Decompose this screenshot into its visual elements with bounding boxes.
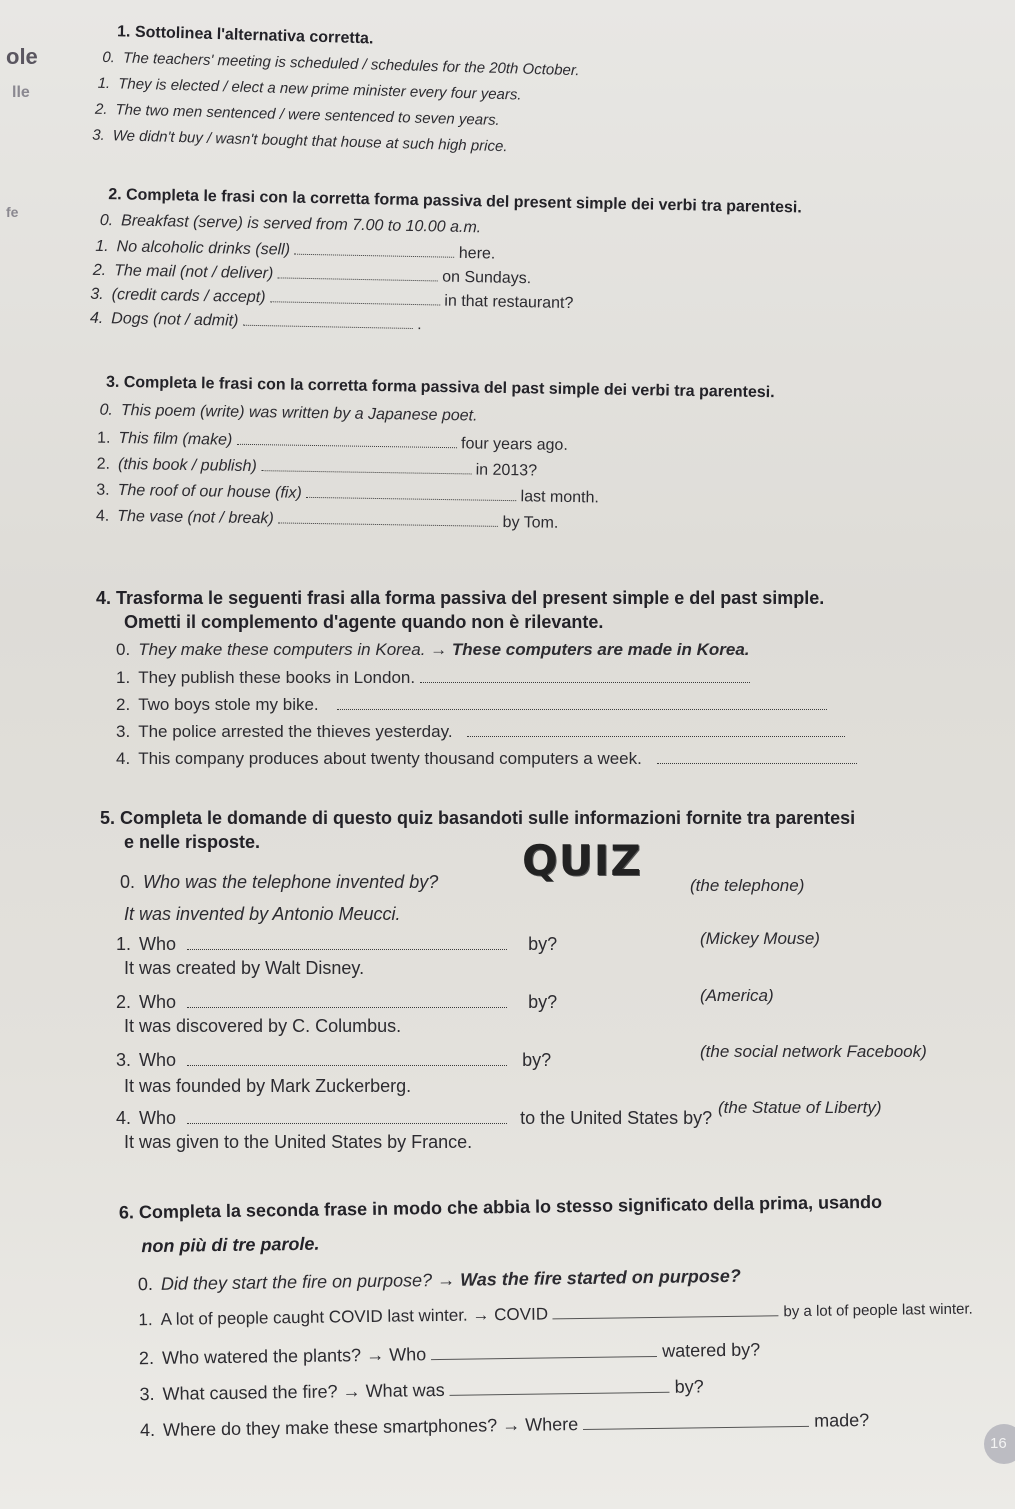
list-item: [95, 236, 495, 264]
list-item: [102, 49, 580, 79]
item-text[interactable]: The teachers' meeting is scheduled / schedules for the 20th October.: [122, 49, 580, 80]
item-text: What caused the fire?: [162, 1381, 338, 1404]
list-item: [90, 308, 422, 334]
item-number: 1.: [95, 237, 109, 256]
item-text: Two boys stole my bike.: [138, 695, 319, 714]
item-text[interactable]: We didn't buy / wasn't bought that house at such high price.: [112, 127, 508, 156]
page-number: 16: [984, 1424, 1015, 1464]
item-text: Did they start the fire on purpose?: [160, 1270, 433, 1294]
item-hint: (the telephone): [690, 876, 805, 895]
answer-blank[interactable]: [187, 1051, 507, 1066]
exercise-1-heading: 1. Sottolinea l'alternativa corretta.: [116, 23, 374, 48]
item-prompt: The roof of our house (fix): [117, 481, 302, 502]
example-item: [116, 640, 750, 660]
exercise-5-subheading: e nelle risposte.: [124, 832, 261, 852]
list-item: [96, 480, 599, 508]
item-text: They publish these books in London.: [138, 668, 416, 687]
list-item: [95, 101, 500, 129]
list-item: [116, 695, 827, 715]
item-number: 2.: [116, 992, 132, 1012]
arrow-icon: →: [472, 1305, 490, 1325]
item-end: four years ago.: [460, 435, 568, 454]
item-number: 2.: [92, 261, 107, 280]
exercise-3-heading: 3. Completa le frasi con la corretta forma passiva del past simple dei verbi tra parentesi.: [105, 373, 775, 402]
item-end: by?: [674, 1376, 704, 1397]
item-start: What was: [365, 1379, 445, 1402]
item-question: Who was the telephone invented by?: [143, 872, 439, 892]
list-item: [97, 428, 568, 455]
item-answer: It was invented by Antonio Meucci.: [124, 904, 401, 924]
item-number: 3.: [116, 1050, 132, 1070]
item-answer: It was founded by Mark Zuckerberg.: [124, 1076, 412, 1096]
item-answer: These computers are made in Korea.: [451, 640, 750, 659]
list-item: [139, 1340, 761, 1370]
answer-blank[interactable]: [583, 1412, 809, 1430]
item-number: 4.: [95, 507, 110, 525]
item-text: A lot of people caught COVID last winter.: [160, 1305, 468, 1329]
answer-blank[interactable]: [187, 1109, 507, 1124]
item-text: Where do they make these smartphones?: [162, 1415, 498, 1440]
item-text[interactable]: They is elected / elect a new prime minister every four years.: [117, 75, 522, 104]
item-text: This poem (write) was written by a Japanese poet.: [120, 401, 478, 425]
item-end: by?: [522, 1050, 552, 1070]
item-answer: It was created by Walt Disney.: [124, 958, 365, 978]
item-prompt: (credit cards / accept): [111, 286, 266, 307]
margin-tab-top: ole: [6, 44, 38, 69]
list-item: [92, 127, 508, 156]
arrow-icon: →: [430, 640, 448, 659]
answer-blank[interactable]: [431, 1342, 657, 1360]
item-end: in 2013?: [475, 461, 538, 480]
item-who: Who: [139, 1050, 177, 1070]
answer-blank[interactable]: [187, 935, 507, 950]
item-end: to the United States by?: [520, 1108, 713, 1128]
answer-blank[interactable]: [467, 722, 845, 737]
item-number: 1.: [116, 934, 132, 954]
quiz-item: [116, 1050, 551, 1071]
item-number: 1.: [96, 429, 111, 447]
item-who: Who: [139, 1108, 177, 1128]
item-end: last month.: [520, 488, 599, 507]
item-number: 3.: [116, 722, 131, 741]
quiz-item: [116, 992, 557, 1013]
margin-tab-mid: lle: [12, 84, 30, 101]
item-who: Who: [139, 934, 177, 954]
item-number: 0.: [99, 401, 114, 419]
item-number: 2.: [96, 455, 111, 473]
item-end: on Sundays.: [442, 268, 532, 288]
item-prompt: (this book / publish): [117, 455, 257, 476]
list-item: [138, 1299, 973, 1331]
item-number: 0.: [137, 1273, 154, 1295]
item-end: by a lot of people last winter.: [783, 1300, 973, 1321]
list-item: [116, 668, 750, 688]
item-number: 1.: [97, 74, 111, 93]
arrow-icon: →: [342, 1381, 361, 1402]
answer-blank[interactable]: [420, 668, 750, 683]
answer-blank[interactable]: [450, 1378, 670, 1396]
item-answer: Was the fire started on purpose?: [459, 1265, 741, 1290]
example-item: [100, 212, 482, 237]
item-number: 3.: [96, 481, 110, 499]
item-number: 4.: [116, 749, 131, 768]
answer-blank[interactable]: [553, 1301, 779, 1319]
list-item: [116, 722, 845, 742]
exercise-4-subheading: Ometti il complemento d'agente quando non è rilevante.: [124, 612, 604, 632]
arrow-icon: →: [365, 1344, 385, 1366]
answer-blank[interactable]: [306, 483, 516, 501]
exercise-2-heading: 2. Completa le frasi con la corretta forma passiva del present simple dei verbi tra parentesi.: [108, 186, 802, 217]
item-number: 3.: [139, 1383, 155, 1405]
item-number: 0.: [99, 211, 114, 230]
item-prompt: Dogs (not / admit): [111, 310, 239, 330]
item-number: 0.: [120, 872, 136, 892]
item-end: by?: [528, 992, 558, 1012]
exercise-4-heading: 4. Trasforma le seguenti frasi alla forma passiva del present simple e del past simple.: [96, 588, 825, 608]
answer-blank[interactable]: [261, 456, 471, 474]
item-number: 2.: [116, 695, 131, 714]
item-prompt: No alcoholic drinks (sell): [116, 238, 291, 259]
list-item: [97, 454, 538, 481]
item-number: 4.: [116, 1108, 132, 1128]
item-end: by Tom.: [502, 513, 559, 532]
item-end: watered by?: [662, 1339, 761, 1361]
example-item: [120, 872, 438, 893]
item-answer: It was discovered by C. Columbus.: [124, 1016, 402, 1036]
item-number: 3.: [92, 126, 106, 144]
item-number: 1.: [138, 1309, 153, 1330]
item-prompt: The vase (not / break): [117, 507, 274, 528]
item-end: in that restaurant?: [444, 292, 574, 313]
item-text: Breakfast (serve) is served from 7.00 to 10.00 a.m.: [120, 212, 482, 237]
list-item: [140, 1410, 870, 1441]
item-start: Who: [388, 1344, 427, 1365]
list-item: [139, 1376, 703, 1405]
item-hint: (the social network Facebook): [700, 1042, 927, 1061]
item-number: 0.: [116, 640, 131, 659]
list-item: [93, 260, 532, 288]
item-answer: It was given to the United States by France.: [124, 1132, 473, 1152]
answer-blank[interactable]: [243, 311, 413, 329]
item-hint: (Mickey Mouse): [700, 929, 820, 948]
answer-blank[interactable]: [337, 695, 827, 710]
answer-blank[interactable]: [294, 240, 454, 258]
item-who: Who: [139, 992, 177, 1012]
item-text: This company produces about twenty thousand computers a week.: [138, 749, 642, 768]
example-item: [138, 1266, 741, 1295]
answer-blank[interactable]: [278, 263, 438, 281]
arrow-icon: →: [502, 1414, 521, 1436]
item-number: 0.: [102, 48, 116, 67]
item-hint: (the Statue of Liberty): [718, 1098, 882, 1117]
list-item: [116, 749, 857, 769]
item-number: 4.: [139, 1419, 156, 1441]
answer-blank[interactable]: [237, 430, 457, 448]
exercise-6-subheading: non più di tre parole.: [141, 1233, 320, 1257]
quiz-item: [116, 934, 557, 955]
margin-tab-low: fe: [6, 204, 19, 220]
item-end: by?: [528, 934, 558, 954]
example-item: [99, 402, 477, 426]
item-text: They make these computers in Korea.: [138, 640, 426, 659]
exercise-5-heading: 5. Completa le domande di questo quiz basandoti sulle informazioni fornite tra parentesi: [100, 808, 856, 828]
item-number: 1.: [116, 668, 131, 687]
item-start: COVID: [494, 1304, 549, 1325]
arrow-icon: →: [436, 1269, 456, 1291]
item-number: 2.: [138, 1347, 155, 1369]
item-hint: (America): [700, 986, 774, 1005]
item-prompt: This film (make): [118, 429, 233, 449]
item-text: The police arrested the thieves yesterday.: [138, 722, 453, 741]
exercise-6-heading: 6. Completa la seconda frase in modo che abbia lo stesso significato della prima, usando: [118, 1191, 883, 1223]
quiz-item: [116, 1108, 712, 1129]
answer-blank[interactable]: [657, 749, 857, 764]
item-text: Who watered the plants?: [161, 1345, 362, 1368]
item-number: 2.: [94, 100, 108, 119]
item-end: .: [417, 316, 422, 334]
answer-blank[interactable]: [278, 508, 498, 526]
item-start: Where: [525, 1414, 579, 1435]
item-number: 3.: [90, 285, 104, 304]
answer-blank[interactable]: [187, 993, 507, 1008]
item-prompt: The mail (not / deliver): [114, 262, 274, 283]
list-item: [96, 506, 559, 533]
item-end: here.: [458, 244, 496, 263]
quiz-title: QUIZ: [522, 836, 642, 885]
list-item: [97, 75, 521, 104]
answer-blank[interactable]: [270, 287, 440, 305]
item-end: made?: [814, 1410, 870, 1431]
item-text[interactable]: The two men sentenced / were sentenced to seven years.: [115, 101, 500, 129]
item-number: 4.: [89, 309, 104, 328]
